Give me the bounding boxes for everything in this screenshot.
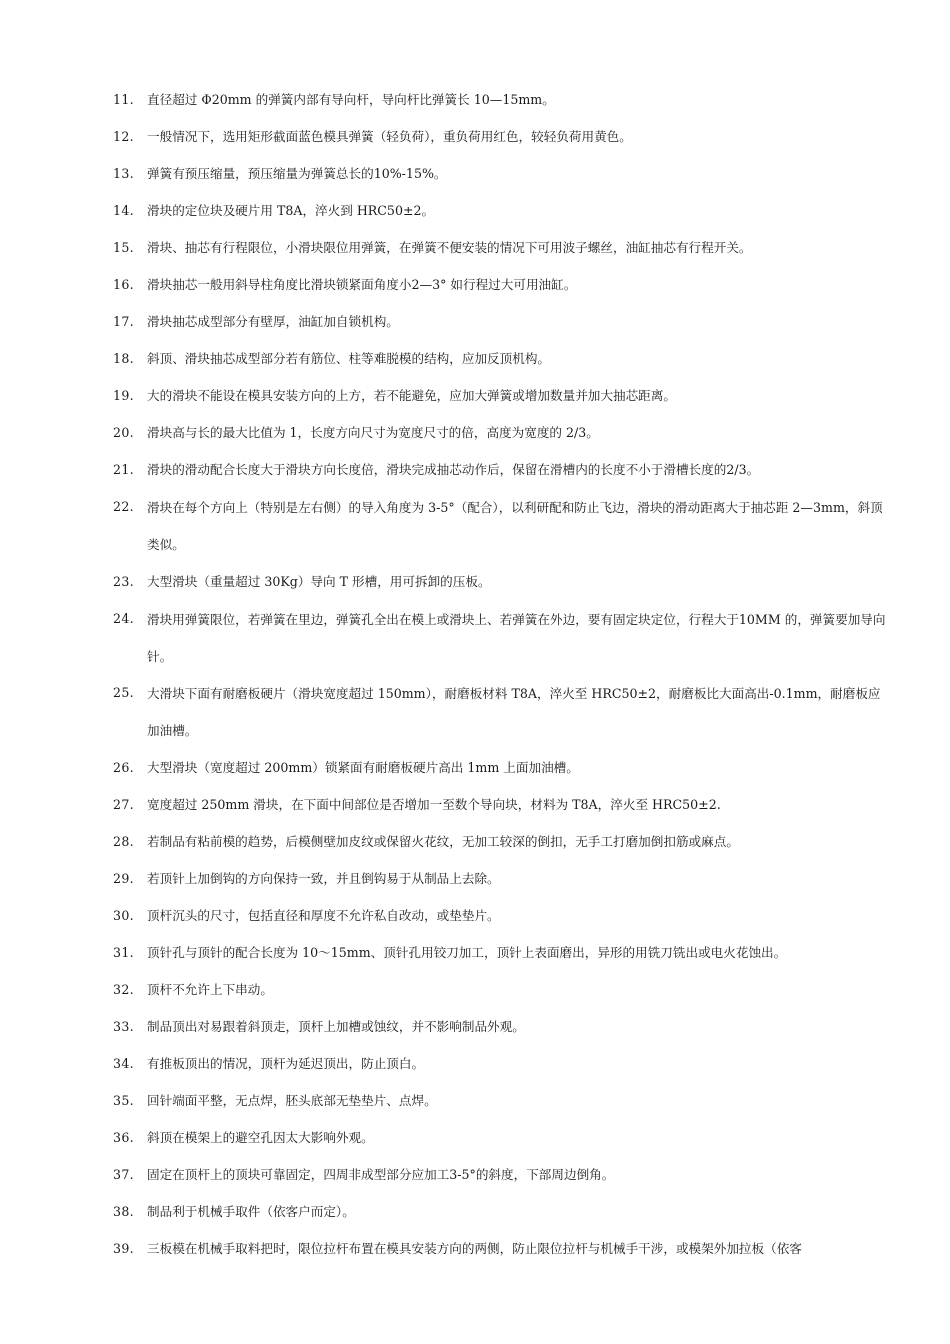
- item-number: 35.: [113, 1092, 134, 1108]
- list-item: [113, 833, 888, 852]
- list-item: [113, 461, 888, 480]
- item-number: 24.: [113, 610, 134, 626]
- list-item: [113, 387, 888, 406]
- item-number: 13.: [113, 166, 134, 181]
- list-item: [113, 944, 888, 963]
- item-text: 大型滑块（宽度超过 200mm）锁紧面有耐磨板硬片高出 1mm 上面加油槽。: [147, 759, 579, 775]
- item-number: 23.: [113, 573, 134, 589]
- item-text: 固定在顶杆上的顶块可靠固定，四周非成型部分应加工3-5°的斜度，下部周边倒角。: [147, 1166, 615, 1182]
- item-text: 滑块在每个方向上（特别是左右侧）的导入角度为 3-5°（配合），以利研配和防止飞边，滑块的滑动距离大于抽芯距 2—3mm，斜顶类似。: [147, 500, 883, 552]
- list-item: [113, 165, 888, 184]
- item-number: 19.: [113, 388, 134, 403]
- item-text: 斜顶在模架上的避空孔因太大影响外观。: [147, 1129, 374, 1145]
- item-text: 滑块抽芯一般用斜导柱角度比滑块锁紧面角度小2—3° 如行程过大可用油缸。: [147, 277, 577, 292]
- list-item: [113, 239, 888, 258]
- item-number: 20.: [113, 425, 134, 440]
- item-number: 16.: [113, 277, 134, 292]
- list-item: [113, 91, 888, 110]
- item-text: 弹簧有预压缩量，预压缩量为弹簧总长的10%-15%。: [147, 166, 447, 181]
- list-item: [113, 1166, 888, 1185]
- list-item: [113, 684, 888, 749]
- item-text: 若顶针上加倒钩的方向保持一致，并且倒钩易于从制品上去除。: [147, 870, 500, 886]
- list-item: [113, 128, 888, 147]
- item-text: 顶针孔与顶针的配合长度为 10～15mm、顶针孔用铰刀加工，顶针上表面磨出，异形的用铣刀铣出或电火花蚀出。: [147, 944, 787, 960]
- item-text: 斜顶、滑块抽芯成型部分若有筋位、柱等难脱模的结构，应加反顶机构。: [147, 351, 550, 366]
- item-text: 滑块抽芯成型部分有壁厚，油缸加自锁机构。: [147, 314, 399, 329]
- item-text: 一般情况下，选用矩形截面蓝色模具弹簧（轻负荷），重负荷用红色，较轻负荷用黄色。: [147, 129, 632, 144]
- list-item: [113, 796, 888, 815]
- item-text: 大滑块下面有耐磨板硬片（滑块宽度超过 150mm），耐磨板材料 T8A，淬火至 HRC50±2，耐磨板比大面高出-0.1mm，耐磨板应加油槽。: [147, 686, 881, 738]
- list-item: [113, 424, 888, 443]
- item-number: 28.: [113, 833, 134, 849]
- list-item: [113, 1055, 888, 1074]
- item-text: 大型滑块（重量超过 30Kg）导向 T 形槽，用可拆卸的压板。: [147, 573, 491, 589]
- item-text: 大的滑块不能设在模具安装方向的上方，若不能避免，应加大弹簧或增加数量并加大抽芯距离。: [147, 388, 676, 403]
- item-text: 制品利于机械手取件（依客户而定）。: [147, 1203, 355, 1219]
- item-number: 12.: [113, 129, 134, 144]
- item-number: 39.: [113, 1240, 134, 1256]
- item-text: 顶杆不允许上下串动。: [147, 981, 273, 997]
- item-text: 直径超过 Φ20mm 的弹簧内部有导向杆，导向杆比弹簧长 10—15mm。: [147, 92, 555, 107]
- list-item: [113, 313, 888, 332]
- item-number: 21.: [113, 462, 134, 477]
- item-number: 25.: [113, 685, 134, 700]
- item-number: 11.: [113, 92, 134, 107]
- list-item: [113, 1240, 888, 1259]
- item-text: 有推板顶出的情况，顶杆为延迟顶出，防止顶白。: [147, 1055, 425, 1071]
- item-number: 14.: [113, 203, 134, 218]
- item-number: 34.: [113, 1055, 134, 1071]
- item-text: 滑块高与长的最大比值为 1，长度方向尺寸为宽度尺寸的倍，高度为宽度的 2/3。: [147, 425, 599, 440]
- list-item: [113, 610, 888, 675]
- item-number: 31.: [113, 944, 134, 960]
- list-item: [113, 1203, 888, 1222]
- item-number: 29.: [113, 870, 134, 886]
- item-text: 三板模在机械手取料把时，限位拉杆布置在模具安装方向的两侧，防止限位拉杆与机械手干涉，或模架外加拉板（依客: [147, 1240, 802, 1256]
- list-item: [113, 907, 888, 926]
- list-item: [113, 759, 888, 778]
- item-text: 回针端面平整，无点焊，胚头底部无垫垫片、点焊。: [147, 1092, 437, 1108]
- list-item: [113, 870, 888, 889]
- item-number: 33.: [113, 1018, 134, 1034]
- item-number: 32.: [113, 981, 134, 997]
- item-text: 宽度超过 250mm 滑块，在下面中间部位是否增加一至数个导向块，材料为 T8A，淬火至 HRC50±2.: [147, 796, 721, 812]
- item-text: 滑块的滑动配合长度大于滑块方向长度倍，滑块完成抽芯动作后，保留在滑槽内的长度不小于滑槽长度的2/3。: [147, 462, 760, 477]
- item-text: 滑块用弹簧限位，若弹簧在里边，弹簧孔全出在模上或滑块上、若弹簧在外边，要有固定块定位，行程大于10MM 的，弹簧要加导向针。: [147, 611, 886, 664]
- list-item: [113, 1018, 888, 1037]
- item-text: 若制品有粘前模的趋势，后模侧壁加皮纹或保留火花纹，无加工较深的倒扣，无手工打磨加倒扣筋或麻点。: [147, 833, 739, 849]
- item-text: 制品顶出对易跟着斜顶走，顶杆上加槽或蚀纹，并不影响制品外观。: [147, 1018, 525, 1034]
- item-number: 22.: [113, 499, 134, 514]
- item-number: 27.: [113, 796, 134, 812]
- item-number: 18.: [113, 351, 134, 366]
- item-number: 38.: [113, 1203, 134, 1219]
- item-number: 15.: [113, 240, 134, 255]
- list-item: [113, 1129, 888, 1148]
- item-text: 滑块、抽芯有行程限位，小滑块限位用弹簧，在弹簧不便安装的情况下可用波子螺丝，油缸抽芯有行程开关。: [147, 240, 752, 255]
- item-number: 17.: [113, 314, 134, 329]
- item-text: 滑块的定位块及硬片用 T8A，淬火到 HRC50±2。: [147, 203, 435, 218]
- item-number: 30.: [113, 907, 134, 923]
- list-item: [113, 981, 888, 1000]
- item-number: 26.: [113, 759, 134, 775]
- list-item: [113, 498, 888, 563]
- item-number: 36.: [113, 1129, 134, 1145]
- list-item: [113, 202, 888, 221]
- list-item: [113, 1092, 888, 1111]
- list-item: [113, 276, 888, 295]
- item-text: 顶杆沉头的尺寸，包括直径和厚度不允许私自改动，或垫垫片。: [147, 907, 500, 923]
- list-item: [113, 350, 888, 369]
- list-item: [113, 573, 888, 592]
- item-number: 37.: [113, 1166, 134, 1182]
